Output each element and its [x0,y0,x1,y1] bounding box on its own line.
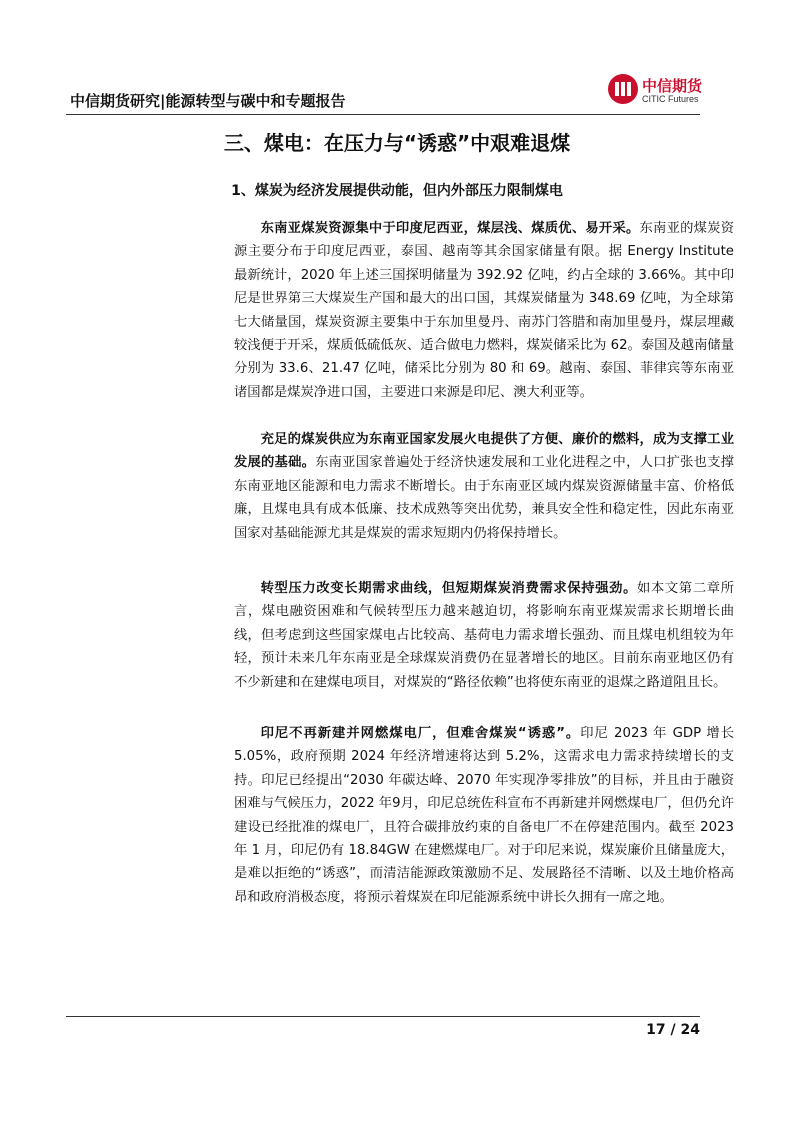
paragraph-lead: 转型压力改变长期需求曲线，但短期煤炭消费需求保持强劲。 [260,581,638,596]
report-header-title: 中信期货研究|能源转型与碳中和专题报告 [70,92,346,110]
paragraph [234,722,734,909]
paragraph-lead: 东南亚煤炭资源集中于印度尼西亚，煤层浅、煤质优、易开采。 [260,221,640,236]
paragraph-body: 印尼 2023 年 GDP 增长 5.05%，政府预期 2024 年经济增速将达到 5.2%，这需求电力需求持续增长的支持。印尼已经提出“2030 年碳达峰、2070 年实现净零排放”的目标，并且由于融资困难与气候压力，2022 年9月，印尼总统佐科宣布不再新建并网燃煤电厂，但仍允许建设已经批准的煤电厂，且符合碳排放约束的自备电厂不在停建范围内。截至 2023 年 1 月，印尼仍有 18.84GW 在建燃煤电厂。对于印尼来说，煤炭廉价且储量庞大，是难以拒绝的“诱惑”，而清洁能源政策激励不足、发展路径不清晰、以及土地价格高昂和政府消极态度，将预示着煤炭在印尼能源系统中讲长久拥有一席之地。 [234,726,734,905]
citic-futures-logo [608,74,708,106]
sub-section-title: 1、煤炭为经济发展提供动能，但内外部压力限制煤电 [231,183,563,199]
logo-text-en: CITIC Futures [642,94,699,104]
paragraph-lead: 印尼不再新建并网燃煤电厂，但难舍煤炭“诱惑”。 [260,726,581,741]
paragraph [234,577,734,694]
paragraph [234,217,734,404]
section-title: 三、煤电：在压力与“诱惑”中艰难退煤 [223,131,571,155]
paragraph [234,428,734,545]
page-number: 17 / 24 [646,1022,700,1038]
logo-text-cn: 中信期货 [642,77,703,95]
footer-divider [66,1016,700,1017]
header-divider [66,114,700,115]
paragraph-body: 东南亚的煤炭资源主要分布于印度尼西亚，泰国、越南等其余国家储量有限。据 Energy Institute 最新统计，2020 年上述三国探明储量为 392.92 亿吨，约占全球的 3.66%。其中印尼是世界第三大煤炭生产国和最大的出口国，其煤炭储量为 348.69 亿吨，为全球第七大储量国，煤炭资源主要集中于东加里曼丹、南苏门答腊和南加里曼丹，煤层埋藏较浅便于开采，煤质低硫低灰、适合做电力燃料，煤炭储采比为 62。泰国及越南储量分别为 33.6、21.47 亿吨，储采比分别为 80 和 69。越南、泰国、菲律宾等东南亚诸国都是煤炭净进口国，主要进口来源是印尼、澳大利亚等。 [234,221,735,400]
paragraph-body: 如本文第二章所言，煤电融资困难和气候转型压力越来越迫切，将影响东南亚煤炭需求长期增长曲线，但考虑到这些国家煤电占比较高、基荷电力需求增长强劲、而且煤电机组较为年轻，预计未来几年东南亚是全球煤炭消费仍在显著增长的地区。目前东南亚地区仍有不少新建和在建煤电项目，对煤炭的“路径依赖”也将使东南亚的退煤之路道阻且长。 [234,581,734,690]
paragraph-lead: 充足的煤炭供应为东南亚国家发展火电提供了方便、廉价的燃料，成为支撑工业发展的基础。 [234,432,734,471]
paragraph-body: 东南亚国家普遍处于经济快速发展和工业化进程之中，人口扩张也支撑东南亚地区能源和电力需求不断增长。由于东南亚区域内煤炭资源储量丰富、价格低廉，且煤电具有成本低廉、技术成熟等突出优势，兼具安全性和稳定性，因此东南亚国家对基础能源尤其是煤炭的需求短期内仍将保持增长。 [234,455,735,541]
citic-logo-icon [608,74,638,104]
